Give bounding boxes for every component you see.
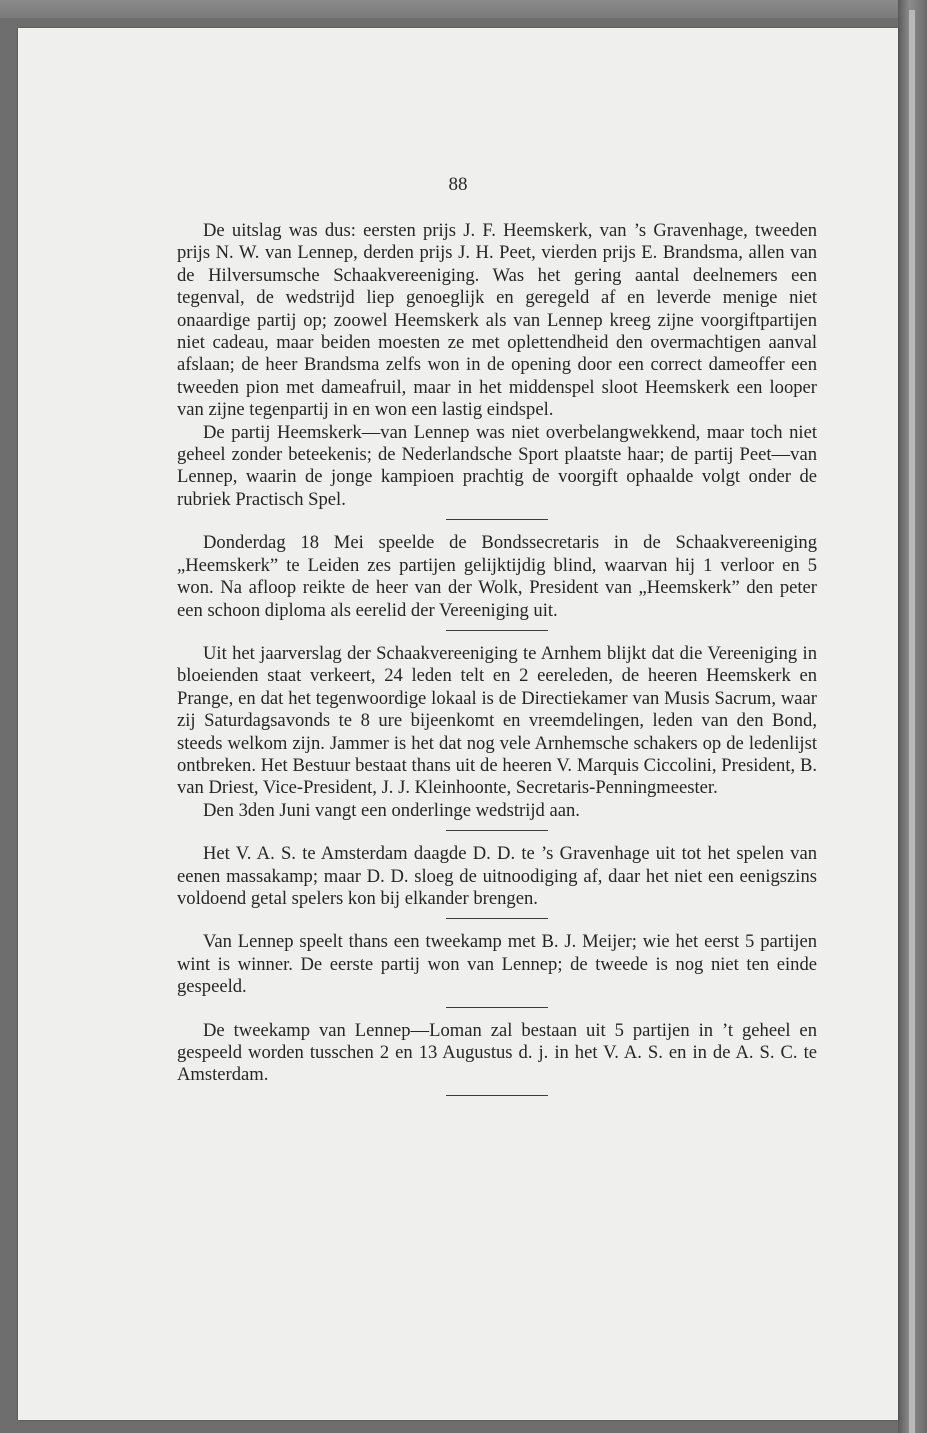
scan-top-border — [0, 0, 927, 18]
section-divider — [446, 830, 548, 831]
section-divider — [446, 630, 548, 631]
section-divider — [446, 1007, 548, 1008]
page-text — [177, 220, 817, 1108]
section-divider — [446, 918, 548, 919]
section-divider — [446, 1095, 548, 1096]
scan-right-edge — [898, 0, 927, 1433]
paragraph-loman-match: De tweekamp van Lennep—Loman zal bestaan uit 5 partijen in ’t geheel en gespeeld worden tusschen 2 en 13 Augustus d. j. in het V. A. S. en in de A. S. C. te Amsterdam. — [177, 1019, 817, 1086]
page-number: 88 — [448, 174, 468, 195]
paragraph-internal-tournament: Den 3den Juni vangt een onderlinge wedstrijd aan. — [203, 799, 580, 821]
paragraph-tournament-result: De uitslag was dus: eersten prijs J. F. Heemskerk, van ’s Gravenhage, tweeden prijs N. W. van Lennep, derden prijs J. H. Peet, vierden prijs E. Brandsma, allen van de Hilversumsche Schaakvereeniging. Was het gering aantal deelnemers een tegenval, de wedstrijd liep genoeglijk en geregeld af en leverde menige niet onaardige partij op; zoowel Heemskerk als van Lennep kreeg zijne voorgiftpartijen niet cadeau, maar beiden moesten ze met oplettendheid den overmachtigen aanval afslaan; de heer Brandsma zelfs won in de opening door een correct dameoffer een tweeden pion met dameafruil, maar in het middenspel sloot Heemskerk een looper van zijne tegenpartij in en won een lastig eindspel. — [177, 220, 817, 421]
paragraph-van-lennep-match: Van Lennep speelt thans een tweekamp met B. J. Meijer; wie het eerst 5 partijen wint is winner. De eerste partij won van Lennep; de tweede is nog niet ten einde gespeeld. — [177, 931, 817, 998]
paragraph-games-note: De partij Heemskerk—van Lennep was niet overbelangwekkend, maar toch niet geheel zonder beteekenis; de Nederlandsche Sport plaatste haar; de partij Peet—van Lennep, waarin de jonge kampioen prachtig de voorgift ophaalde volgt onder de rubriek Practisch Spel. — [177, 421, 817, 510]
scan-edge-strip — [909, 10, 915, 1433]
paragraph-vas-challenge: Het V. A. S. te Amsterdam daagde D. D. te ’s Gravenhage uit tot het spelen van eenen massakamp; maar D. D. sloeg de uitnoodiging af, daar het niet een eenigszins voldoend getal spelers kon bij elkander brengen. — [177, 843, 817, 909]
book-page — [18, 28, 898, 1420]
paragraph-blind-simul: Donderdag 18 Mei speelde de Bondssecretaris in de Schaakvereeniging „Heemskerk” te Leiden zes partijen gelijktijdig blind, waarvan hij 1 verloor en 5 won. Na afloop reikte de heer van der Wolk, President van „Heemskerk” den peter een schoon diploma als eerelid der Vereeniging uit. — [177, 532, 817, 621]
section-divider — [446, 519, 548, 520]
paragraph-arnhem-report: Uit het jaarverslag der Schaakvereeniging te Arnhem blijkt dat die Vereeniging in bloeienden staat verkeert, 24 leden telt en 2 eereleden, de heeren Heemskerk en Prange, en dat het tegenwoordige lokaal is de Directiekamer van Musis Sacrum, waar zij Saturdagsavonds te 8 ure bijeenkomt en vreemdelingen, leden van den Bond, steeds welkom zijn. Jammer is het dat nog vele Arnhemsche schakers op de ledenlijst ontbreken. Het Bestuur bestaat thans uit de heeren V. Marquis Ciccolini, President, B. van Driest, Vice-President, J. J. Kleinhoonte, Secretaris-Penningmeester. — [177, 642, 817, 799]
